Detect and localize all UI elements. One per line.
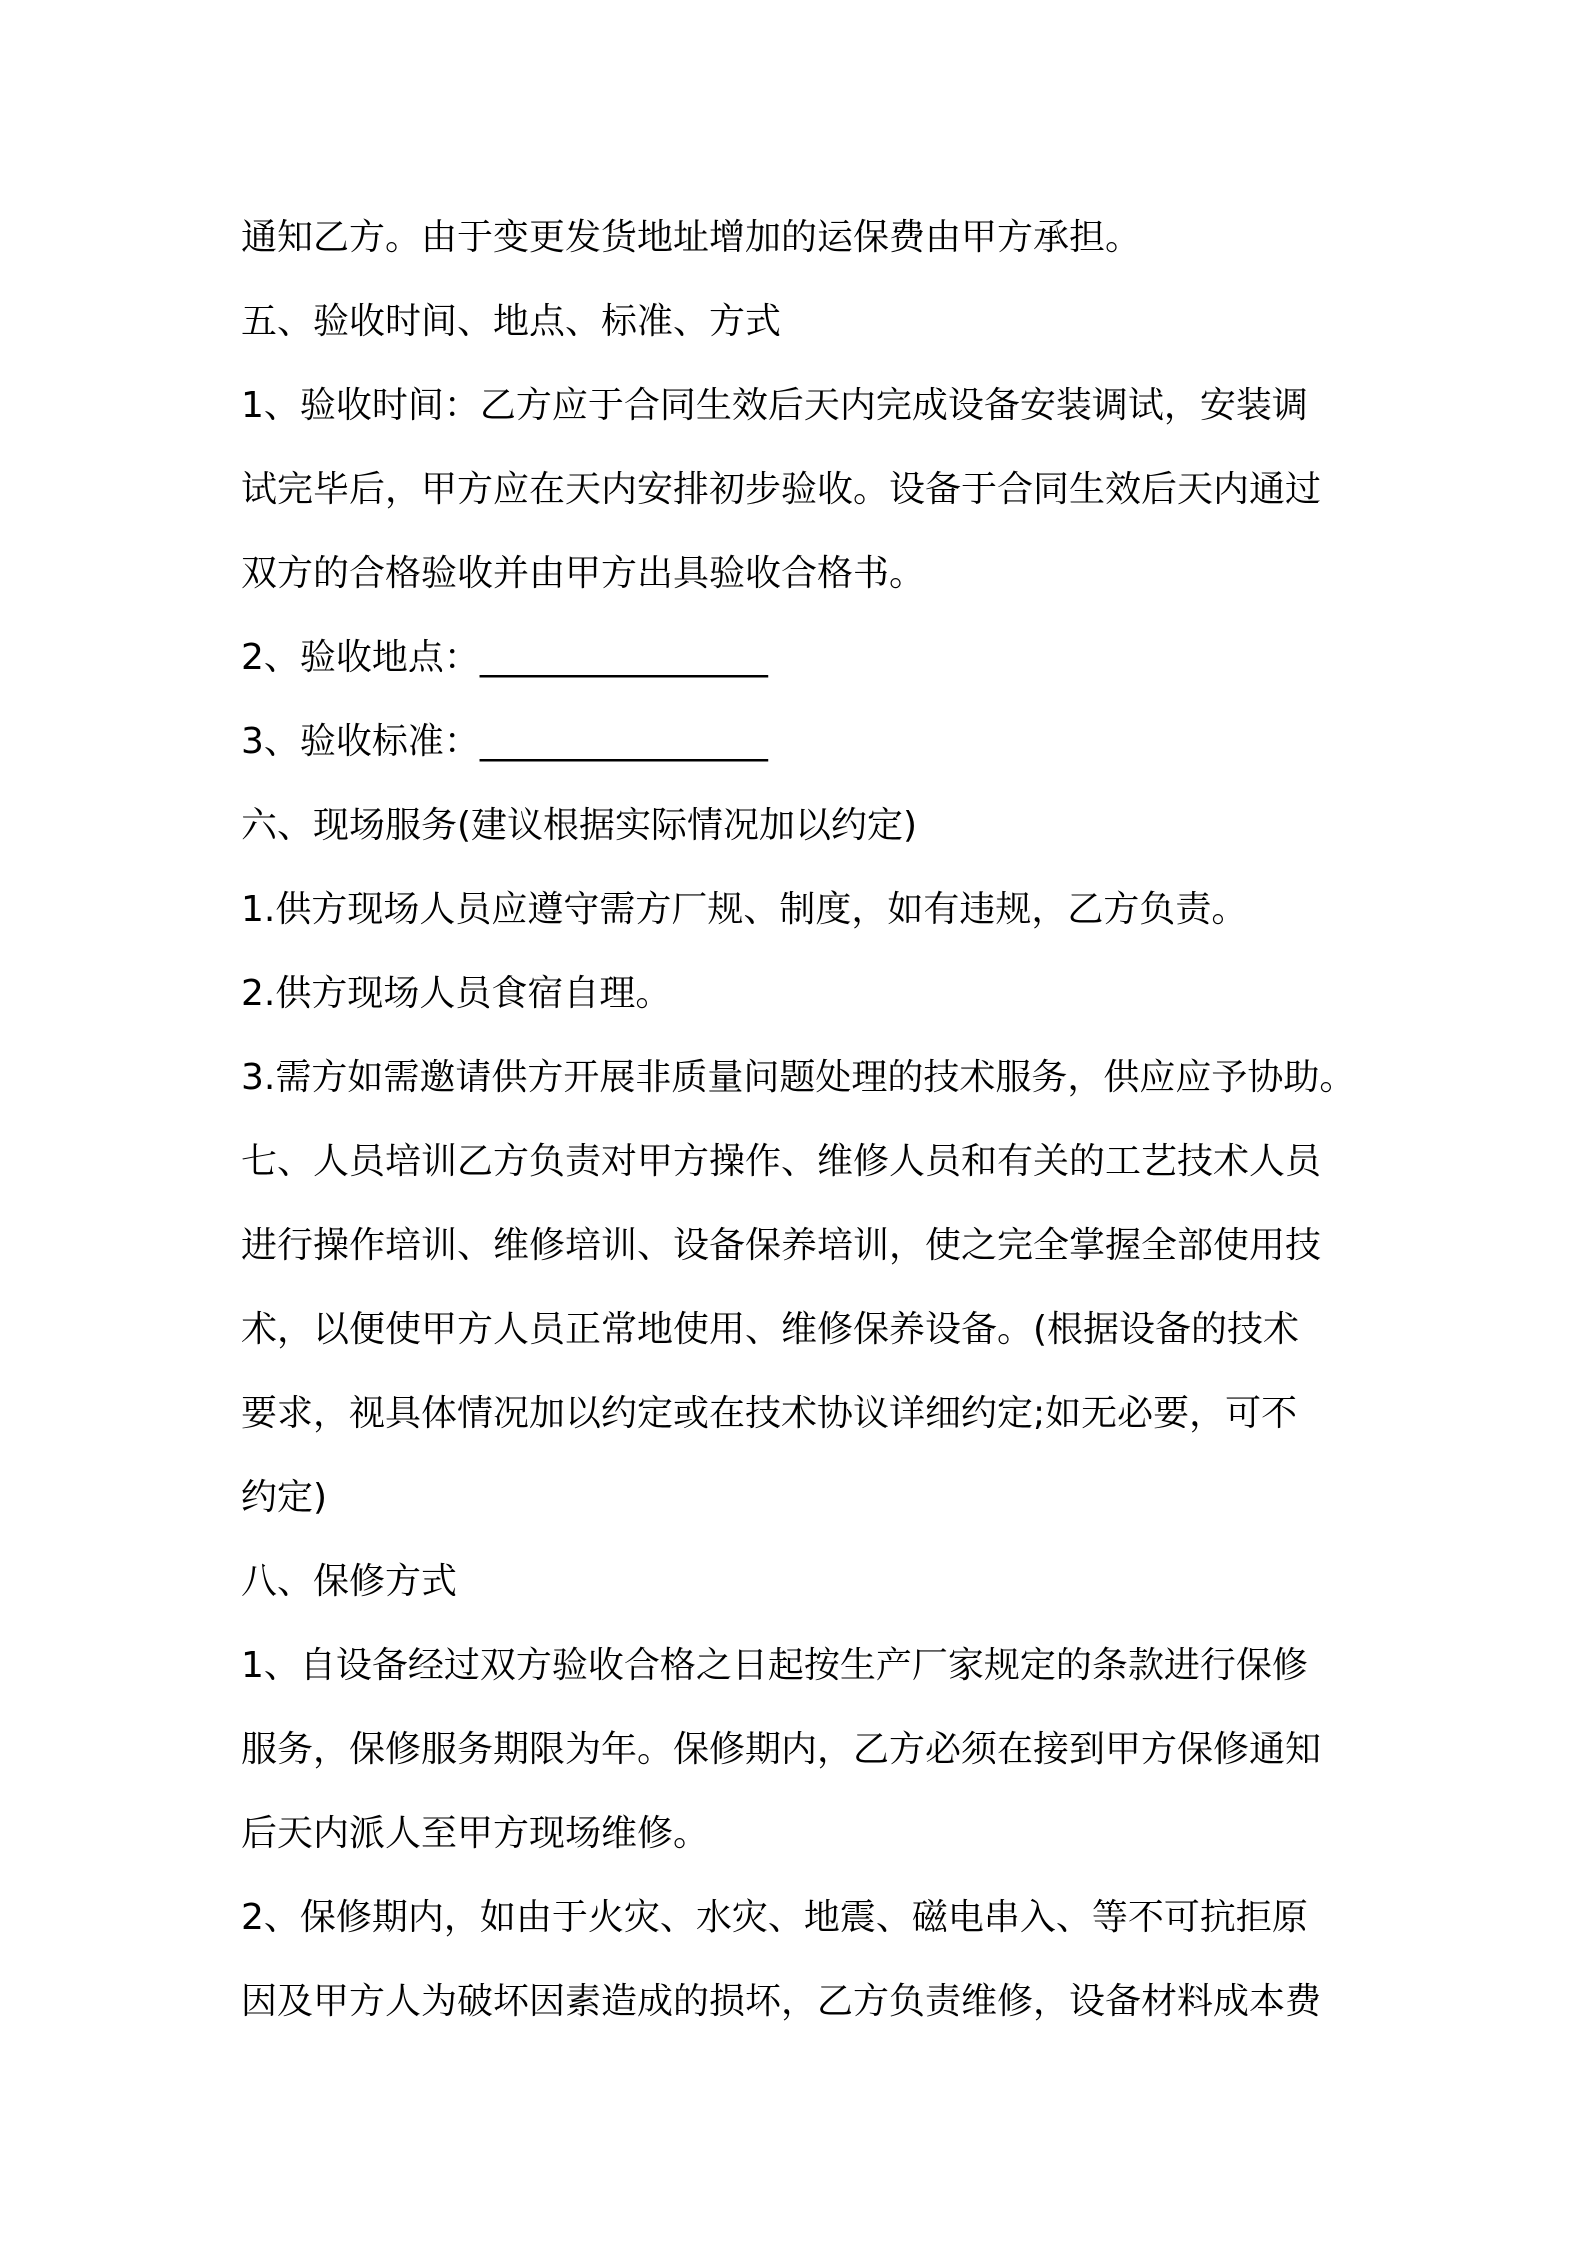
text-line: 通知乙方。由于变更发货地址增加的运保费由甲方承担。 (241, 217, 1142, 258)
text-line: 3、验收标准：________________ (241, 721, 768, 762)
text-line: 约定) (241, 1477, 328, 1518)
text-line: 2、验收地点：________________ (241, 637, 768, 678)
document-page (241, 196, 1371, 2044)
section-heading: 八、保修方式 (241, 1561, 458, 1602)
section-heading: 五、验收时间、地点、标准、方式 (241, 301, 782, 342)
text-line: 1、验收时间：乙方应于合同生效后天内完成设备安装调试，安装调 (241, 385, 1308, 426)
text-line: 后天内派人至甲方现场维修。 (241, 1813, 710, 1854)
text-line: 2、保修期内，如由于火灾、水灾、地震、磁电串入、等不可抗拒原 (241, 1897, 1308, 1938)
text-line: 要求，视具体情况加以约定或在技术协议详细约定;如无必要，可不 (241, 1393, 1298, 1434)
text-line: 3.需方如需邀请供方开展非质量问题处理的技术服务，供应应予协助。 (241, 1057, 1356, 1098)
text-line: 1、自设备经过双方验收合格之日起按生产厂家规定的条款进行保修 (241, 1645, 1308, 1686)
text-line: 2.供方现场人员食宿自理。 (241, 973, 672, 1014)
section-heading: 七、人员培训乙方负责对甲方操作、维修人员和有关的工艺技术人员 (241, 1141, 1322, 1182)
text-line: 因及甲方人为破坏因素造成的损坏，乙方负责维修，设备材料成本费 (241, 1981, 1322, 2022)
text-line: 进行操作培训、维修培训、设备保养培训，使之完全掌握全部使用技 (241, 1225, 1322, 1266)
text-line: 双方的合格验收并由甲方出具验收合格书。 (241, 553, 926, 594)
text-line: 术，以便使甲方人员正常地使用、维修保养设备。(根据设备的技术 (241, 1309, 1300, 1350)
text-line: 1.供方现场人员应遵守需方厂规、制度，如有违规，乙方负责。 (241, 889, 1248, 930)
text-line: 试完毕后，甲方应在天内安排初步验收。设备于合同生效后天内通过 (241, 469, 1322, 510)
section-heading: 六、现场服务(建议根据实际情况加以约定) (241, 805, 918, 846)
text-line: 服务，保修服务期限为年。保修期内，乙方必须在接到甲方保修通知 (241, 1729, 1322, 1770)
